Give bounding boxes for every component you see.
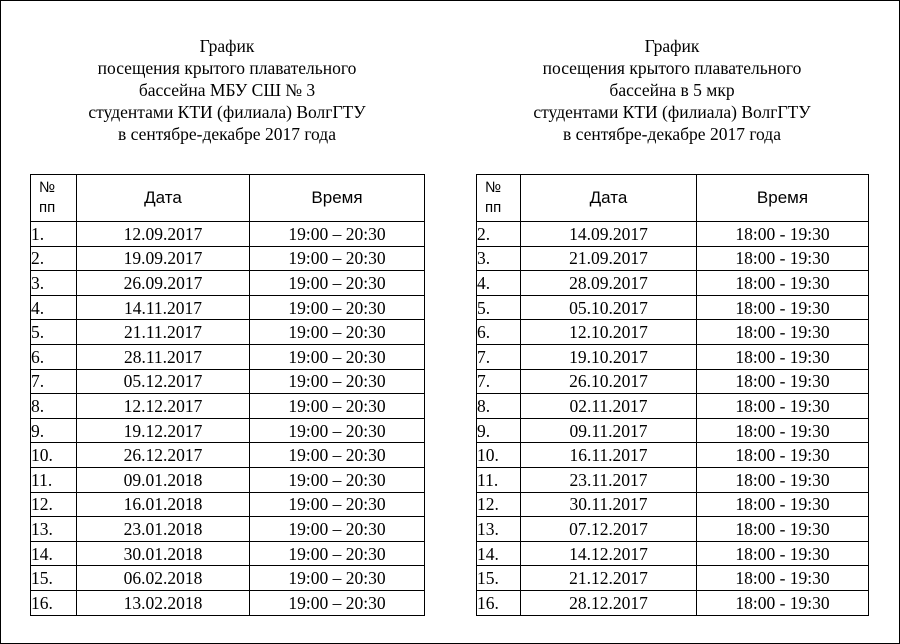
title-line: бассейна в 5 мкр [609, 80, 735, 100]
date-cell: 14.09.2017 [521, 222, 697, 247]
date-cell: 13.02.2018 [77, 590, 250, 615]
row-number-cell: 9. [31, 418, 77, 443]
date-cell: 26.09.2017 [77, 271, 250, 296]
date-cell: 19.10.2017 [521, 344, 697, 369]
table-row [31, 492, 425, 517]
row-number-cell: 5. [477, 295, 521, 320]
row-number-cell: 11. [477, 467, 521, 492]
time-cell: 19:00 – 20:30 [250, 566, 425, 591]
row-number-cell: 3. [477, 246, 521, 271]
time-cell: 18:00 - 19:30 [697, 271, 869, 296]
date-cell: 23.11.2017 [521, 467, 697, 492]
date-cell: 30.01.2018 [77, 541, 250, 566]
row-number-cell: 6. [31, 344, 77, 369]
title-line: в сентябре-декабре 2017 года [118, 124, 336, 144]
row-number-cell: 13. [477, 517, 521, 542]
row-number-cell: 9. [477, 418, 521, 443]
row-number-cell: 8. [31, 394, 77, 419]
row-number-cell: 15. [477, 566, 521, 591]
date-cell: 16.01.2018 [77, 492, 250, 517]
time-cell: 19:00 – 20:30 [250, 418, 425, 443]
row-number-cell: 4. [477, 271, 521, 296]
time-cell: 18:00 - 19:30 [697, 369, 869, 394]
time-cell: 19:00 – 20:30 [250, 344, 425, 369]
column-header-time: Время [697, 175, 869, 222]
date-cell: 26.10.2017 [521, 369, 697, 394]
table-row [31, 541, 425, 566]
time-cell: 19:00 – 20:30 [250, 517, 425, 542]
table-row [31, 517, 425, 542]
date-cell: 21.09.2017 [521, 246, 697, 271]
date-cell: 05.10.2017 [521, 295, 697, 320]
row-number-cell: 7. [477, 344, 521, 369]
title-line: бассейна МБУ СШ № 3 [138, 80, 316, 100]
title-line: График [644, 36, 700, 56]
date-cell: 19.09.2017 [77, 246, 250, 271]
date-cell: 05.12.2017 [77, 369, 250, 394]
row-number-cell: 14. [31, 541, 77, 566]
table-row [477, 566, 869, 591]
row-number-cell: 1. [31, 222, 77, 247]
time-cell: 18:00 - 19:30 [697, 590, 869, 615]
table-row [477, 246, 869, 271]
table-row [31, 344, 425, 369]
date-cell: 21.12.2017 [521, 566, 697, 591]
table-row [31, 566, 425, 591]
table-row [31, 590, 425, 615]
time-cell: 19:00 – 20:30 [250, 271, 425, 296]
column-header-number-line1: № [39, 179, 56, 196]
table-row [31, 443, 425, 468]
table-row [477, 222, 869, 247]
time-cell: 19:00 – 20:30 [250, 467, 425, 492]
date-cell: 26.12.2017 [77, 443, 250, 468]
table-row [31, 271, 425, 296]
row-number-cell: 12. [477, 492, 521, 517]
schedule-left-title [30, 30, 424, 174]
date-cell: 23.01.2018 [77, 517, 250, 542]
date-cell: 14.12.2017 [521, 541, 697, 566]
table-row [31, 246, 425, 271]
row-number-cell: 10. [31, 443, 77, 468]
row-number-cell: 7. [31, 369, 77, 394]
time-cell: 18:00 - 19:30 [697, 222, 869, 247]
time-cell: 19:00 – 20:30 [250, 541, 425, 566]
schedule-left [30, 30, 424, 616]
date-cell: 12.12.2017 [77, 394, 250, 419]
column-header-number [477, 175, 521, 222]
table-row [477, 394, 869, 419]
row-number-cell: 14. [477, 541, 521, 566]
date-cell: 12.10.2017 [521, 320, 697, 345]
time-cell: 19:00 – 20:30 [250, 295, 425, 320]
row-number-cell: 12. [31, 492, 77, 517]
time-cell: 18:00 - 19:30 [697, 295, 869, 320]
time-cell: 19:00 – 20:30 [250, 222, 425, 247]
table-row [477, 492, 869, 517]
table-row [477, 295, 869, 320]
table-row [477, 443, 869, 468]
column-header-number [31, 175, 77, 222]
title-line: посещения крытого плавательного [97, 58, 357, 78]
date-cell: 02.11.2017 [521, 394, 697, 419]
schedule-left-table [30, 174, 425, 616]
table-row [31, 394, 425, 419]
table-row [477, 344, 869, 369]
date-cell: 06.02.2018 [77, 566, 250, 591]
table-row [31, 295, 425, 320]
column-header-date: Дата [77, 175, 250, 222]
table-header-row [31, 175, 425, 222]
table-row [477, 320, 869, 345]
table-row [477, 369, 869, 394]
column-header-date: Дата [521, 175, 697, 222]
row-number-cell: 5. [31, 320, 77, 345]
date-cell: 12.09.2017 [77, 222, 250, 247]
column-header-number-line1: № [485, 179, 502, 196]
date-cell: 14.11.2017 [77, 295, 250, 320]
row-number-cell: 13. [31, 517, 77, 542]
time-cell: 18:00 - 19:30 [697, 541, 869, 566]
row-number-cell: 16. [477, 590, 521, 615]
table-row [477, 590, 869, 615]
title-line: в сентябре-декабре 2017 года [563, 124, 781, 144]
time-cell: 18:00 - 19:30 [697, 566, 869, 591]
table-row [477, 467, 869, 492]
table-row [31, 320, 425, 345]
table-row [31, 467, 425, 492]
time-cell: 18:00 - 19:30 [697, 394, 869, 419]
row-number-cell: 11. [31, 467, 77, 492]
time-cell: 19:00 – 20:30 [250, 320, 425, 345]
time-cell: 18:00 - 19:30 [697, 418, 869, 443]
date-cell: 28.12.2017 [521, 590, 697, 615]
table-header-row [477, 175, 869, 222]
time-cell: 18:00 - 19:30 [697, 467, 869, 492]
row-number-cell: 2. [31, 246, 77, 271]
row-number-cell: 3. [31, 271, 77, 296]
schedule-right-table [476, 174, 869, 616]
time-cell: 18:00 - 19:30 [697, 320, 869, 345]
title-line: студентами КТИ (филиала) ВолгГТУ [533, 102, 811, 122]
row-number-cell: 10. [477, 443, 521, 468]
table-row [477, 271, 869, 296]
schedule-right-title [476, 30, 868, 174]
table-row [31, 418, 425, 443]
time-cell: 19:00 – 20:30 [250, 590, 425, 615]
date-cell: 16.11.2017 [521, 443, 697, 468]
table-row [31, 369, 425, 394]
row-number-cell: 4. [31, 295, 77, 320]
row-number-cell: 7. [477, 369, 521, 394]
column-header-time: Время [250, 175, 425, 222]
table-row [477, 517, 869, 542]
time-cell: 19:00 – 20:30 [250, 369, 425, 394]
date-cell: 07.12.2017 [521, 517, 697, 542]
row-number-cell: 6. [477, 320, 521, 345]
date-cell: 30.11.2017 [521, 492, 697, 517]
table-row [477, 541, 869, 566]
table-row [31, 222, 425, 247]
date-cell: 28.11.2017 [77, 344, 250, 369]
table-row [477, 418, 869, 443]
schedule-right [476, 30, 868, 616]
row-number-cell: 8. [477, 394, 521, 419]
time-cell: 19:00 – 20:30 [250, 492, 425, 517]
title-line: посещения крытого плавательного [542, 58, 802, 78]
time-cell: 19:00 – 20:30 [250, 246, 425, 271]
date-cell: 09.01.2018 [77, 467, 250, 492]
row-number-cell: 16. [31, 590, 77, 615]
column-header-number-line2: пп [39, 199, 56, 216]
title-line: студентами КТИ (филиала) ВолгГТУ [88, 102, 366, 122]
title-line: График [199, 36, 255, 56]
time-cell: 18:00 - 19:30 [697, 246, 869, 271]
row-number-cell: 15. [31, 566, 77, 591]
date-cell: 09.11.2017 [521, 418, 697, 443]
time-cell: 18:00 - 19:30 [697, 443, 869, 468]
time-cell: 19:00 – 20:30 [250, 394, 425, 419]
row-number-cell: 2. [477, 222, 521, 247]
time-cell: 18:00 - 19:30 [697, 517, 869, 542]
column-header-number-line2: пп [485, 199, 502, 216]
date-cell: 28.09.2017 [521, 271, 697, 296]
time-cell: 18:00 - 19:30 [697, 492, 869, 517]
time-cell: 19:00 – 20:30 [250, 443, 425, 468]
date-cell: 21.11.2017 [77, 320, 250, 345]
time-cell: 18:00 - 19:30 [697, 344, 869, 369]
date-cell: 19.12.2017 [77, 418, 250, 443]
